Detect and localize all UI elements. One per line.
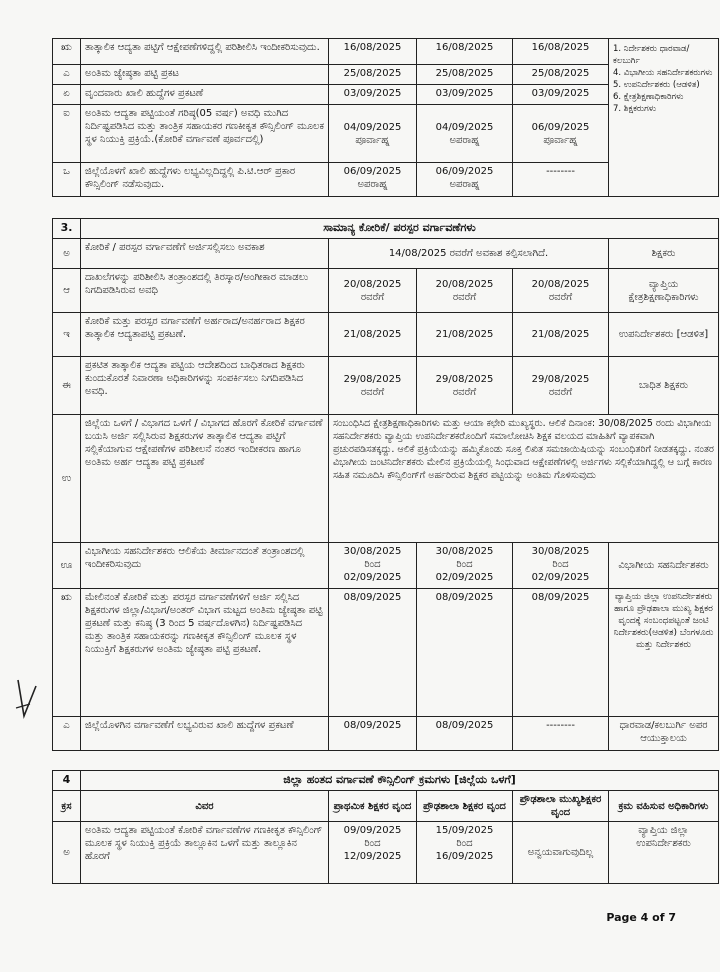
date-highschool [417,163,513,197]
date-value: 04/09/2025 [435,121,494,133]
section-title: ಸಾಮಾನ್ಯ ಕೋರಿಕೆ/ ಪರಸ್ಪರ ವರ್ಗಾವಣೆಗಳು [81,219,719,239]
section-title: ಜಿಲ್ಲಾ ಹಂತದ ವರ್ಗಾವಣೆ ಕೌನ್ಸಿಲಿಂಗ್ ಕ್ರಮಗಳು [ಜಿಲ್ಲೆಯ ಒಳಗೆ] [81,771,719,791]
row-serial: ಐ [53,105,81,163]
date-note: ರವರೆಗೆ [360,291,385,303]
row-serial: ಈ [53,357,81,415]
date-highschool [417,269,513,313]
date-value: 02/09/2025 [343,572,402,583]
table-row [53,239,719,269]
date-highschool: 25/08/2025 [417,65,513,85]
section-number: 3. [53,219,81,239]
date-headmaster: -------- [513,163,609,197]
date-note: ರವರೆಗೆ [452,291,477,303]
table-row [53,313,719,357]
date-value: 29/08/2025 [343,373,402,385]
date-value: 30/08/2025 [435,546,494,557]
date-value: 29/08/2025 [435,373,494,385]
date-highschool [417,543,513,589]
date-primary: 08/09/2025 [329,717,417,751]
date-value: 04/09/2025 [343,121,402,133]
date-primary: 21/08/2025 [329,313,417,357]
date-headmaster: 03/09/2025 [513,85,609,105]
section-4-table [52,770,719,884]
row-description: ದಾಖಲೆಗಳನ್ನು ಪರಿಶೀಲಿಸಿ ತಂತ್ರಾಂಶದಲ್ಲಿ ತಿರಸ್ಕಾರ/ಅಂಗೀಕಾರ ಮಾಡಲು ನಿಗದಿಪಡಿಸಿರುವ ಅವಧಿ [81,269,329,313]
row-description: ಜಿಲ್ಲೆಯ ಒಳಗೆ / ವಿಭಾಗದ ಒಳಗೆ / ವಿಭಾಗದ ಹೊರಗೆ ಕೋರಿಕೆ ವರ್ಗಾವಣೆ ಬಯಸಿ ಅರ್ಜಿ ಸಲ್ಲಿಸಿರುವ ಶಿಕ್ಷಕರುಗಳ ತಾತ್ಕಾಲಿಕ ಆದ್ಯತಾ ಪಟ್ಟಿಗೆ ಸಲ್ಲಿಕೆಯಾಗುವ ಆಕ್ಷೇಪಣೆಗಳ ಪರಿಶೀಲನೆ ನಂತರ ಇಂದೀಕರಣ ಹಾಗೂ ಅಂತಿಮ ಅರ್ಹ ಆದ್ಯತಾ ಪಟ್ಟಿ ಪ್ರಕಟಣೆ [81,415,329,543]
row-description: ಪ್ರಕಟಿತ ತಾತ್ಕಾಲಿಕ ಆದ್ಯತಾ ಪಟ್ಟಿಯ ಆದೇಶದಿಂದ ಬಾಧಿತರಾದ ಶಿಕ್ಷಕರು ಕುಂದುಕೊರತೆ ನಿವಾರಣಾ ಅಧಿಕಾರಿಗಳನ್ನು ಸಂಪರ್ಕಿಸಲು ನಿಗದಿಪಡಿಸಿದ ಅವಧಿ. [81,357,329,415]
date-note: ಅಪರಾಹ್ನ [449,134,480,146]
date-primary: 25/08/2025 [329,65,417,85]
officer-line: 5. ಉಪನಿರ್ದೇಶಕರು (ಆಡಳಿತ) [613,80,700,90]
date-note: ರವರೆಗೆ [548,386,573,398]
date-headmaster [513,105,609,163]
date-primary [329,105,417,163]
row-serial: ಋ [53,39,81,65]
schedule-table-continued [52,38,719,197]
date-note: ಪೂರ್ವಾಹ್ನ [355,134,390,146]
row-description: ಕೋರಿಕೆ / ಪರಸ್ಪರ ವರ್ಗಾವಣೆಗೆ ಅರ್ಜಿಸಲ್ಲಿಸಲು ಅವಕಾಶ [81,239,329,269]
date-primary: 16/08/2025 [329,39,417,65]
date-primary [329,822,417,884]
date-value: 15/09/2025 [435,825,494,836]
section-header [53,771,719,791]
date-headmaster [513,269,609,313]
section-number: 4 [53,771,81,791]
date-headmaster: 25/08/2025 [513,65,609,85]
date-value: 30/08/2025 [531,546,590,557]
date-note: ರವರೆಗೆ [452,386,477,398]
date-value: 02/09/2025 [531,572,590,583]
header-primary: ಪ್ರಾಥಮಿಕ ಶಿಕ್ಷಕರ ವೃಂದ [329,791,417,822]
column-header-row [53,791,719,822]
header-highschool: ಪ್ರೌಢಶಾಲಾ ಶಿಕ್ಷಕರ ವೃಂದ [417,791,513,822]
date-headmaster: -------- [513,717,609,751]
row-description: ಜಿಲ್ಲೆಯೊಳಗೆ ಖಾಲಿ ಹುದ್ದೆಗಳು ಲಭ್ಯವಿಲ್ಲದಿದ್ದಲ್ಲಿ ಪಿ.ಟಿ.ಆರ್ ಪ್ರಕಾರ ಕೌನ್ಸಿಲಿಂಗ್ ನಡೆಸುವುದು. [81,163,329,197]
date-value: 06/09/2025 [435,166,494,177]
date-highschool: 03/09/2025 [417,85,513,105]
date-value: 20/08/2025 [531,278,590,290]
date-note: ರಿಂದ [364,838,381,849]
date-highschool: 16/08/2025 [417,39,513,65]
date-headmaster: 21/08/2025 [513,313,609,357]
section-3-table [52,218,719,751]
table-row [53,357,719,415]
date-note: ರಿಂದ [552,559,569,570]
row-officer: ವಿಭಾಗೀಯ ಸಹನಿರ್ದೇಶಕರು [609,543,719,589]
page-number: Page 4 of 7 [606,911,676,924]
table-row [53,415,719,543]
row-description: ಅಂತಿಮ ಆದ್ಯತಾ ಪಟ್ಟಿಯಂತೆ ಕೋರಿಕೆ ವರ್ಗಾವಣೆಗಳ ಗಣಕೀಕೃತ ಕೌನ್ಸಿಲಿಂಗ್ ಮೂಲಕ ಸ್ಥಳ ನಿಯುಕ್ತಿ ಪ್ರಕ್ರಿಯೆ ತಾಲ್ಲೂಕಿನ ಒಳಗೆ ಮತ್ತು ತಾಲ್ಲೂಕಿನ ಹೊರಗೆ [81,822,329,884]
date-note: ರಿಂದ [456,838,473,849]
merged-date-note: 14/08/2025 ರವರೆಗೆ ಅವಕಾಶ ಕಲ್ಪಿಸಲಾಗಿದೆ. [329,239,609,269]
date-headmaster [513,357,609,415]
date-value: 16/09/2025 [435,851,494,862]
date-value: 12/09/2025 [343,851,402,862]
date-note: ಅಪರಾಹ್ನ [357,179,388,190]
date-primary: 08/09/2025 [329,589,417,717]
officer-line: 1. ನಿರ್ದೇಶಕರು ಧಾರವಾಡ/ಕಲಬುರ್ಗಿ [613,44,690,66]
date-note: ರಿಂದ [456,559,473,570]
table-row [53,543,719,589]
officer-line: 6. ಕ್ಷೇತ್ರಶಿಕ್ಷಣಾಧಿಕಾರಿಗಳು [613,92,684,102]
row-serial: ಅ [53,822,81,884]
row-serial: ಏ [53,85,81,105]
row-serial: ಆ [53,269,81,313]
row-serial: ಎ [53,65,81,85]
row-officer: ವ್ಯಾಪ್ತಿಯ ಜಿಲ್ಲಾ ಉಪನಿರ್ದೇಶಕರು [609,822,719,884]
table-row [53,39,719,65]
officer-line: 4. ವಿಭಾಗೀಯ ಸಹನಿರ್ದೇಶಕರುಗಳು [613,68,713,78]
row-serial: ಇ [53,313,81,357]
row-serial: ಉ [53,415,81,543]
date-headmaster [513,543,609,589]
date-note: ಅಪರಾಹ್ನ [449,179,480,190]
date-primary [329,163,417,197]
table-row [53,717,719,751]
date-value: 30/08/2025 [343,546,402,557]
row-serial: ಎ [53,717,81,751]
row-officer: ವ್ಯಾಪ್ತಿಯ ಕ್ಷೇತ್ರಶಿಕ್ಷಣಾಧಿಕಾರಿಗಳು [609,269,719,313]
date-note: ಪೂರ್ವಾಹ್ನ [543,134,578,146]
row-serial: ಋ [53,589,81,717]
row-description: ಅಂತಿಮ ಆದ್ಯತಾ ಪಟ್ಟಿಯಂತೆ ಗರಿಷ್ಠ(05 ವರ್ಷ) ಅವಧಿ ಮುಗಿದ ನಿರ್ದಿಷ್ಟಪಡಿಸಿದ ಮತ್ತು ತಾಂತ್ರಿಕ ಸಹಾಯಕರ ಗಣಕೀಕೃತ ಕೌನ್ಸಿಲಿಂಗ್ ಮೂಲಕ ಸ್ಥಳ ನಿಯುಕ್ತಿ ಪ್ರಕ್ರಿಯೆ.(ಕೋರಿಕೆ ವರ್ಗಾವಣೆ ಪೂರ್ವದಲ್ಲಿ) [81,105,329,163]
date-note: ರವರೆಗೆ [548,291,573,303]
table-row [53,589,719,717]
row-officer: ಶಿಕ್ಷಕರು [609,239,719,269]
date-primary [329,357,417,415]
date-primary: 03/09/2025 [329,85,417,105]
responsible-officers [609,39,719,197]
margin-signature-mark [14,678,40,720]
row-officer: ಉಪನಿರ್ದೇಶಕರು [ಆಡಳಿತ] [609,313,719,357]
date-value: 09/09/2025 [343,825,402,836]
date-highschool: 21/08/2025 [417,313,513,357]
row-serial: ಊ [53,543,81,589]
date-value: 29/08/2025 [531,373,590,385]
row-description: ತಾತ್ಕಾಲಿಕ ಆದ್ಯತಾ ಪಟ್ಟಿಗೆ ಆಕ್ಷೇಪಣೆಗಳಿದ್ದಲ್ಲಿ ಪರಿಶೀಲಿಸಿ ಇಂದೀಕರಿಸುವುದು. [81,39,329,65]
row-description: ವೃಂದವಾರು ಖಾಲಿ ಹುದ್ದೆಗಳ ಪ್ರಕಟಣೆ [81,85,329,105]
section-header [53,219,719,239]
date-note: ರಿಂದ [364,559,381,570]
table-row [53,822,719,884]
row-description: ಕೋರಿಕೆ ಮತ್ತು ಪರಸ್ಪರ ವರ್ಗಾವಣೆಗೆ ಅರ್ಹರಾದ/ಅನರ್ಹರಾದ ಶಿಕ್ಷಕರ ತಾತ್ಕಾಲಿಕ ಆದ್ಯತಾಪಟ್ಟಿ ಪ್ರಕಟಣೆ. [81,313,329,357]
row-description: ವಿಭಾಗೀಯ ಸಹನಿರ್ದೇಶಕರು ಆಲಿಕೆಯ ತೀರ್ಮಾನದಂತೆ ತಂತ್ರಾಂಶದಲ್ಲಿ ಇಂದೀಕರಿಸುವುದು [81,543,329,589]
date-primary [329,269,417,313]
date-note: ರವರೆಗೆ [360,386,385,398]
row-description: ಜಿಲ್ಲೆಯೊಳಗಿನ ವರ್ಗಾವಣೆಗೆ ಲಭ್ಯವಿರುವ ಖಾಲಿ ಹುದ್ದೆಗಳ ಪ್ರಕಟಣೆ [81,717,329,751]
date-highschool [417,822,513,884]
date-headmaster: 08/09/2025 [513,589,609,717]
date-value: 20/08/2025 [343,278,402,290]
table-row [53,269,719,313]
header-officers: ಕ್ರಮ ವಹಿಸುವ ಅಧಿಕಾರಿಗಳು [609,791,719,822]
date-highschool: 08/09/2025 [417,717,513,751]
date-highschool [417,357,513,415]
row-description: ಅಂತಿಮ ಜ್ಯೇಷ್ಠತಾ ಪಟ್ಟಿ ಪ್ರಕಟ [81,65,329,85]
officer-line: 7. ಶಿಕ್ಷಕರುಗಳು [613,104,657,114]
date-headmaster: 16/08/2025 [513,39,609,65]
row-serial: ಒ [53,163,81,197]
header-description: ವಿವರ [81,791,329,822]
row-serial: ಅ [53,239,81,269]
row-description: ಮೇಲಿನಂತೆ ಕೋರಿಕೆ ಮತ್ತು ಪರಸ್ಪರ ವರ್ಗಾವಣೆಗಳಿಗೆ ಅರ್ಜಿ ಸಲ್ಲಿಸಿದ ಶಿಕ್ಷಕರುಗಳ ಜಿಲ್ಲಾ/ವಿಭಾಗ/ಅಂತರ್ ವಿಭಾಗ ಮಟ್ಟದ ಅಂತಿಮ ಜ್ಯೇಷ್ಠತಾ ಪಟ್ಟಿ ಪ್ರಕಟಣೆ ಮತ್ತು ಕನಿಷ್ಠ (3 ರಿಂದ 5 ವರ್ಷದೊಳಗಿನ) ನಿರ್ದಿಷ್ಟಪಡಿಸಿದ ಮತ್ತು ತಾಂತ್ರಿಕ ಸಹಾಯಕರನ್ನು ಗಣಕೀಕೃತ ಕೌನ್ಸಿಲಿಂಗ್ ಮೂಲಕ ಸ್ಥಳ ನಿಯುಕ್ತಿಗೆ ಶಿಕ್ಷಕರುಗಳ ಅಂತಿಮ ಜ್ಯೇಷ್ಠತಾ ಪಟ್ಟಿ ಪ್ರಕಟಣೆ. [81,589,329,717]
date-headmaster: ಅನ್ವಯವಾಗುವುದಿಲ್ಲ [513,822,609,884]
header-headmaster: ಪ್ರೌಢಶಾಲಾ ಮುಖ್ಯಶಿಕ್ಷಕರ ವೃಂದ [513,791,609,822]
row-officer: ವ್ಯಾಪ್ತಿಯ ಜಿಲ್ಲಾ ಉಪನಿರ್ದೇಶಕರು ಹಾಗೂ ಪ್ರೌಢಶಾಲಾ ಮುಖ್ಯ ಶಿಕ್ಷಕರ ವೃಂದಕ್ಕೆ ಸಂಬಂಧಪಟ್ಟಂತೆ ಜಂಟಿ ನಿರ್ದೇಶಕರು(ಆಡಳಿತ) ಬೆಂಗಳೂರು ಮತ್ತು ನಿರ್ದೇಶಕರು [609,589,719,717]
date-value: 06/09/2025 [531,121,590,133]
date-highschool: 08/09/2025 [417,589,513,717]
date-primary [329,543,417,589]
merged-procedure-note: ಸಂಬಂಧಿಸಿದ ಕ್ಷೇತ್ರಶಿಕ್ಷಣಾಧಿಕಾರಿಗಳು ಮತ್ತು ಆಯಾ ಕಛೇರಿ ಮುಖ್ಯಸ್ಥರು. ಆಲಿಕೆ ದಿನಾಂಕ: 30/08/2025 ರಂದು ವಿಭಾಗೀಯ ಸಹನಿರ್ದೇಶಕರು ವ್ಯಾಪ್ತಿಯ ಉಪನಿರ್ದೇಶಕರೊಂದಿಗೆ ಸಮಾಲೋಚಿಸಿ ಶಿಕ್ಷಕ ವಲಯದ ಮಾಹಿತಿಗೆ ವ್ಯಾಪಕವಾಗಿ ಪ್ರಚುರಪಡಿಸತಕ್ಕದ್ದು. ಆಲಿಕೆ ಪ್ರಕ್ರಿಯೆಯನ್ನು ಹಮ್ಮಿಕೊಂಡು ಸೂಕ್ತ ಲಿಖಿತ ಸಮಜಾಯಿಷಿಯನ್ನು ಸಂಬಂಧಿತರಿಗೆ ನೀಡತಕ್ಕದ್ದು. ನಂತರ ವಿಭಾಗೀಯ ಜಂಟಿನಿರ್ದೇಶಕರು ಮೇಲಿನ ಪ್ರಕ್ರಿಯೆಯಲ್ಲಿ ಸಿಂಧುವಾದ ಆಕ್ಷೇಪಣೆಗಳಲ್ಲಿ ಅರ್ಜಿಗಳು ಸಲ್ಲಿಕೆಯಾಗಿದ್ದಲ್ಲಿ ಆ ಬಗ್ಗೆ ಕಾರಣ ಸಹಿತ ನಮೂದಿಸಿ ಕೌನ್ಸಿಲಿಂಗ್‌ಗೆ ಅರ್ಹರಿರುವ ಶಿಕ್ಷಕರ ಪಟ್ಟಿಯನ್ನು ಅಂತಿಮ ಗೊಳಿಸುವುದು [329,415,719,543]
date-value: 02/09/2025 [435,572,494,583]
header-serial: ಕ್ರಸ [53,791,81,822]
date-value: 20/08/2025 [435,278,494,290]
row-officer: ಬಾಧಿತ ಶಿಕ್ಷಕರು [609,357,719,415]
date-value: 06/09/2025 [343,166,402,177]
row-officer: ಧಾರವಾಡ/ಕಲಬುರ್ಗಿ ಅಪರ ಆಯುಕ್ತಾಲಯ [609,717,719,751]
date-highschool [417,105,513,163]
